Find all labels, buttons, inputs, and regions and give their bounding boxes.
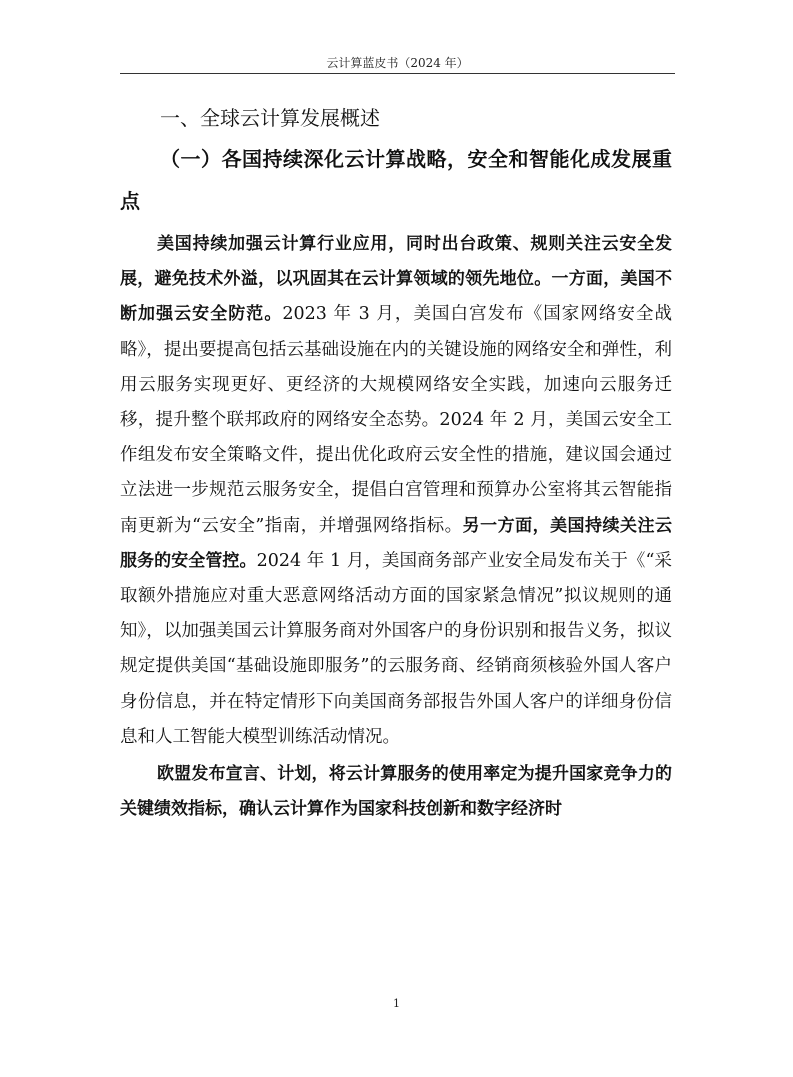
header-rule xyxy=(120,73,675,74)
section-heading: 一、全球云计算发展概述 xyxy=(160,106,380,130)
bold-lead-sentence: 另一方面，美国持续关注云服务的安全管控。 xyxy=(120,515,672,571)
bold-lead-sentence: 欧盟发布宣言、计划，将云计算服务的使用率定为提升国家竞争力的关键绩效指标，确认云计算作为国家科技创新和数字经济时 xyxy=(120,764,672,820)
page-number: 1 xyxy=(393,997,400,1010)
paragraph-text: 2023 年 3 月，美国白宫发布《国家网络安全战略》，提出要提高包括云基础设施在内的关键设施的网络安全和弹性，利用云服务实现更好、更经济的大规模网络安全实践，加速向云服务迁移，提升整个联邦政府的网络安全态势。2024 年 2 月，美国云安全工作组发布安全策略文件，提出优化政府云安全性的措施，建议国会通过立法进一步规范云服务安全，提倡白宫管理和预算办公室将其云智能指南更新为“云安全”指南，并增强网络指标。 xyxy=(120,304,673,536)
paragraph-text: 2024 年 1 月，美国商务部产业安全局发布关于《“采取额外措施应对重大恶意网络活动方面的国家紧急情况”拟议规则的通知》，以加强美国云计算服务商对外国客户的身份识别和报告义务，拟议规定提供美国“基础设施即服务”的云服务商、经销商须核验外国人客户身份信息，并在特定情形下向美国商务部报告外国人客户的详细身份信息和人工智能大模型训练活动情况。 xyxy=(120,550,673,747)
paragraph-us-policy xyxy=(120,227,672,755)
subsection-heading: （一）各国持续深化云计算战略，安全和智能化成发展重点 xyxy=(120,147,672,213)
paragraph-eu-policy xyxy=(120,757,672,827)
running-header: 云计算蓝皮书（2024 年） xyxy=(326,56,469,70)
body-content xyxy=(120,98,672,827)
bold-lead-sentence: 美国持续加强云计算行业应用，同时出台政策、规则关注云安全发展，避免技术外溢，以巩固其在云计算领域的领先地位。一方面，美国不断加强云安全防范。 xyxy=(120,234,672,325)
